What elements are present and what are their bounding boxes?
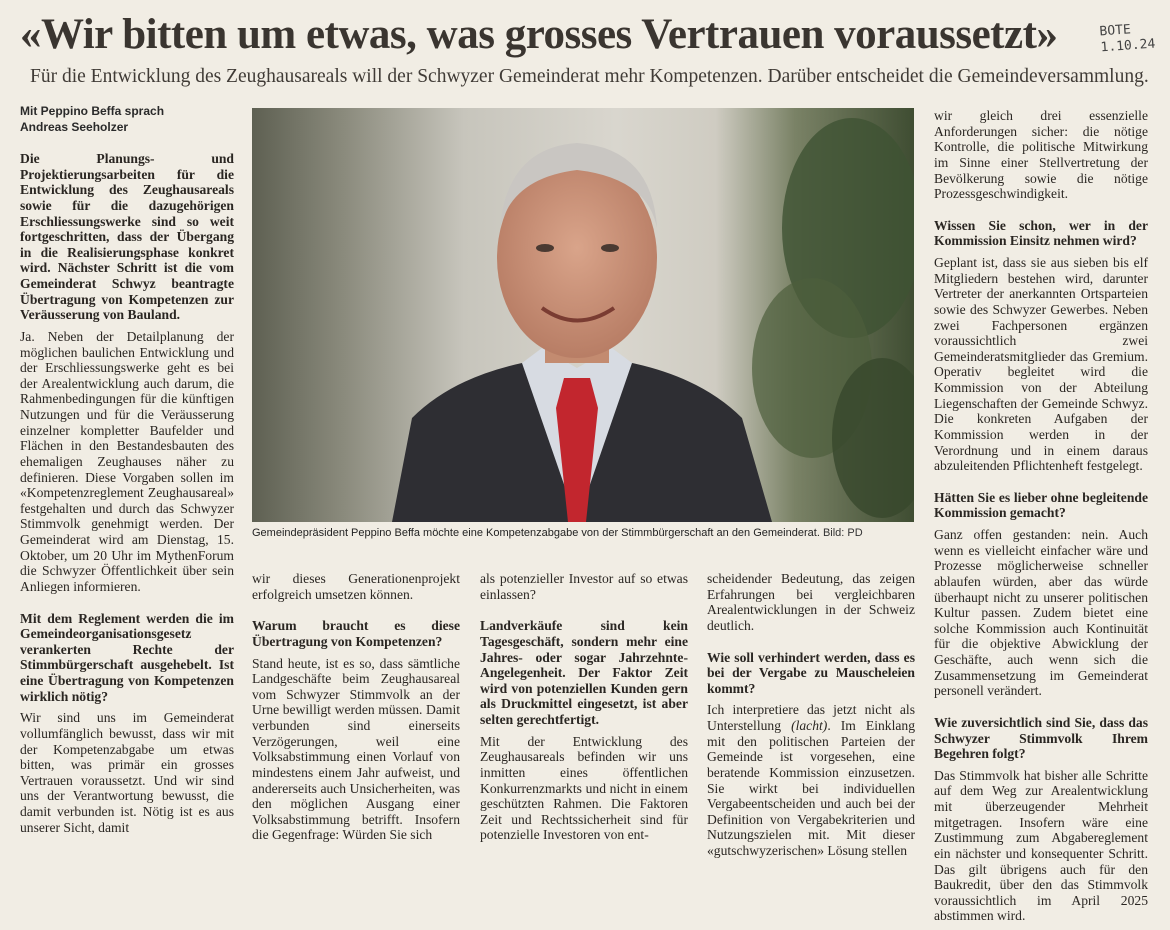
byline: [20, 103, 240, 135]
answer: Stand heute, ist es so, dass sämtliche Landgeschäfte beim Zeughausareal vom Schwyzer Stimmvolk an der Urne bewilligt werden müssen. Damit verbunden sind einerseits Verzögerungen, weil eine Volksabstimmung einen Vorlauf von mindestens einem Jahr aufweist, und andererseits auch Unsicherheiten, was den möglichen Ausgang einer Volksabstimmung betrifft. Insofern die Gegenfrage: Würden Sie sich: [252, 655, 460, 843]
answer-2: Wir sind uns im Gemeinderat vollumfänglich bewusst, dass wir mit der Kompetenzabgabe um etwas bitten, was primär ein grosses Vertrauen voraussetzt. Und wir sind uns der Verantwortung bewusst, die damit verbunden ist. Nötig ist es aus unserer Sicht, damit: [20, 710, 234, 835]
portrait-illustration: [252, 108, 914, 522]
answer-continued: als potenzieller Investor auf so etwas einlassen?: [480, 571, 688, 602]
caption-text: Gemeindepräsident Peppino Beffa möchte eine Kompetenzabgabe von der Stimmbürgerschaft an den Gemeinderat.: [252, 527, 820, 539]
byline-line-1: Mit Peppino Beffa sprach: [20, 104, 165, 118]
photo-caption: [252, 527, 917, 539]
headline: «Wir bitten um etwas, was grosses Vertrauen voraussetzt»: [20, 11, 1058, 58]
answer-2: Ganz offen gestanden: nein. Auch wenn es vielleicht einfacher wäre und Prozesse möglicherweise schneller ablaufen würden, aber das würde überhaupt nicht zu unserer politischen Kultur passen. Zudem bietet eine solche Kommission auch Kontinuität für die objektive Abwicklung der Geschäfte, auch wenn sich die Zusammensetzung im Gemeinderat personell verändert.: [934, 527, 1148, 699]
portrait-photo: [252, 108, 914, 522]
intro-answer: Ja. Neben der Detailplanung der möglichen baulichen Entwicklung und der Erschliessungswerke geht es bei der Arealentwicklung auch darum, die Rahmenbedingungen für die künftigen Nutzungen und für die Veräusserung einzelner kompletter Baufelder und Flächen in den Bestandesbauten des ehemaligen Zeughauses näher zu definieren. Diese Vorgaben sollen im «Kompetenzreglement Zeughausareal» festgehalten und durch das Schwyzer Stimmvolk genehmigt werden. Der Gemeinderat wird am Dienstag, 15. Oktober, um 20 Uhr im MythenForum die Schwyzer Öffentlichkeit über sein Anliegen informieren.: [20, 328, 234, 594]
intro-question: Die Planungs- und Projektierungsarbeiten für die Entwicklung des Zeughausareals sowie für die dazugehörigen Erschliessungswerke sind so weit fortgeschritten, dass der Übergang in die Realisierungsphase konkret wird. Nächster Schritt ist die vom Gemeinderat Schwyz beantragte Übertragung von Kompetenzen zur Veräusserung von Bauland.: [20, 151, 234, 323]
answer: [707, 702, 915, 858]
answer: Mit der Entwicklung des Zeughausareals befinden wir uns inmitten eines öffentlichen Konkurrenzmarkts und nicht in einem geschützten Rahmen. Die Faktoren Zeit und Rechtssicherheit sind für potenzielle Investoren von ent-: [480, 733, 688, 843]
column-2: [252, 571, 460, 849]
answer-continued: wir dieses Generationenprojekt erfolgreich umsetzen können.: [252, 571, 460, 602]
answer-part-1: Ich interpretiere das jetzt nicht als Unterstellung: [707, 702, 915, 733]
photo-credit: Bild: PD: [822, 527, 863, 539]
subheadline: Für die Entwicklung des Zeughausareals will der Schwyzer Gemeinderat mehr Kompetenzen. Darüber entscheidet die Gemeindeversammlung.: [30, 66, 1149, 87]
column-5: [934, 108, 1148, 930]
column-1: [20, 151, 234, 841]
question: Warum braucht es diese Übertragung von Kompetenzen?: [252, 618, 460, 649]
question-3: Wie zuversichtlich sind Sie, dass das Schwyzer Stimmvolk Ihrem Begehren folgt?: [934, 714, 1148, 762]
answer-continued: wir gleich drei essenzielle Anforderungen sicher: die nötige Kontrolle, die politische Mitwirkung im Sinne einer Stellvertretung der Bevölkerung sowie die nötige Prozessgeschwindigkeit.: [934, 108, 1148, 202]
question-2: Mit dem Reglement werden die im Gemeindeorganisationsgesetz verankerten Rechte der Stimmbürgerschaft ausgehebelt. Ist eine Übertragung von Kompetenzen wirklich nötig?: [20, 610, 234, 704]
handwritten-note: BOTE 1.10.24: [1098, 22, 1156, 55]
column-3: [480, 571, 688, 849]
answer-laughs: (lacht): [791, 718, 828, 733]
column-4: [707, 571, 915, 865]
question-1: Wissen Sie schon, wer in der Kommission Einsitz nehmen wird?: [934, 217, 1148, 249]
question: Wie soll verhindert werden, dass es bei der Vergabe zu Mauscheleien kommt?: [707, 649, 915, 696]
question: Landverkäufe sind kein Tagesgeschäft, sondern mehr eine Jahres- oder sogar Jahrzehnte-Angelegenheit. Der Faktor Zeit wird von potenziellen Kunden gern als Druckmittel eingesetzt, ist aber selten gerechtfertigt.: [480, 618, 688, 727]
answer-part-2: . Im Einklang mit den politischen Parteien der Gemeinde ist vorgesehen, eine beratende Kommission einzusetzen. Sie wirkt bei individuellen Vergabeentscheiden und auch bei der Definition von Vergabekriterien und Nutzungszielen mit. Mit dieser «gutschwyzerischen» Lösung stellen: [707, 718, 915, 858]
byline-line-2: Andreas Seeholzer: [20, 120, 129, 135]
answer-3: Das Stimmvolk hat bisher alle Schritte auf dem Weg zur Arealentwicklung mit überzeugender Mehrheit mitgetragen. Insofern wäre eine Zustimmung zum Abgabereglement ein nächster und konsequenter Schritt. Das gilt übrigens auch für den Baukredit, über den das Stimmvolk voraussichtlich im April 2025 abstimmen wird.: [934, 767, 1148, 924]
answer-1: Geplant ist, dass sie aus sieben bis elf Mitgliedern bestehen wird, darunter Vertreter der anerkannten Ortsparteien sowie des Schwyzer Gewerbes. Neben zwei Fachpersonen ergänzen voraussichtlich zwei Gemeinderatsmitglieder das Gremium. Operativ begleitet wird die Kommission von der Abteilung Liegenschaften der Gemeinde Schwyz. Die konkreten Aufgaben der Kommission werden in der Verordnung und in einem daraus abzuleitenden Pflichtenheft festgelegt.: [934, 255, 1148, 474]
question-2: Hätten Sie es lieber ohne begleitende Kommission gemacht?: [934, 489, 1148, 521]
answer-continued: scheidender Bedeutung, das zeigen Erfahrungen bei vergleichbaren Arealentwicklungen in der Schweiz deutlich.: [707, 571, 915, 633]
